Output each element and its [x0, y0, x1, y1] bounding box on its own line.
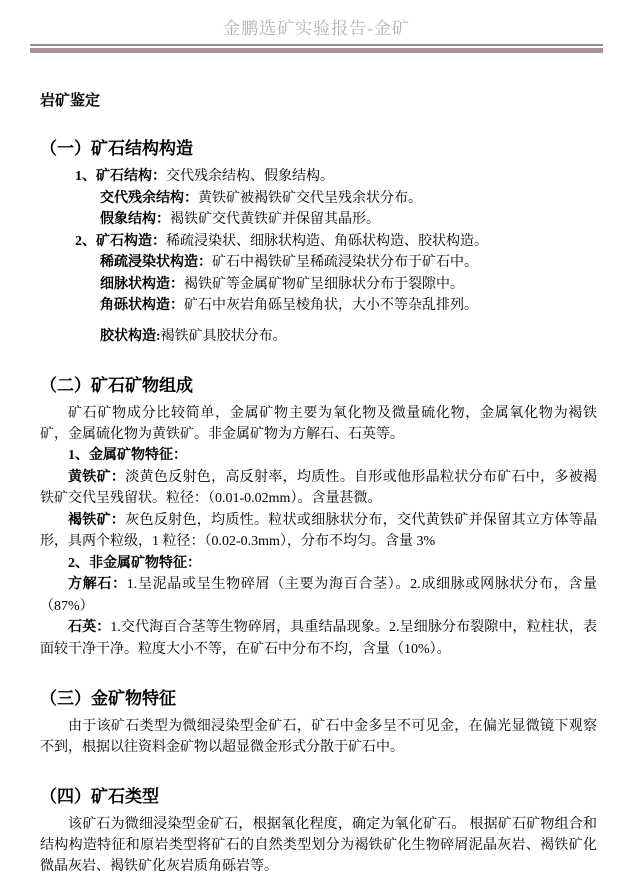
- list-item: [40, 231, 597, 253]
- section-3-heading: （三）金矿物特征: [40, 689, 176, 708]
- item-text: 稀疏浸染状、细脉状构造、角砾状构造、胶状构造。: [166, 233, 488, 249]
- header-rule: [30, 44, 603, 53]
- list-item: [40, 166, 597, 188]
- limonite-label: 褐铁矿：: [68, 512, 126, 528]
- item-label: 2、矿石构造：: [75, 233, 166, 249]
- item-label: 1、矿石结构：: [75, 169, 166, 184]
- calcite-text: 1.呈泥晶或呈生物碎屑（主要为海百合茎）。2.成细脉或网脉状分布，含量（87%）: [40, 577, 598, 614]
- report-title: 金鹏选矿实验报告-金矿: [223, 19, 410, 38]
- item-label: 交代残余结构：: [100, 190, 198, 206]
- page-header: [0, 0, 633, 53]
- list-item: [40, 295, 597, 317]
- header-rule-thick: [30, 48, 603, 53]
- metal-minerals-subheading: 1、金属矿物特征：: [68, 448, 187, 463]
- section-4-heading: （四）矿石类型: [40, 787, 159, 806]
- document-body: [0, 89, 633, 877]
- item-text: 褐铁矿交代黄铁矿并保留其晶形。: [170, 212, 380, 227]
- item-label: 角砾状构造：: [100, 298, 184, 313]
- item-text: 褐铁矿具胶状分布。: [160, 328, 287, 344]
- list-item: [40, 274, 597, 296]
- item-label: 细脉状构造：: [100, 276, 184, 292]
- pyrite-paragraph: [40, 467, 597, 510]
- item-label: 稀疏浸染状构造：: [100, 255, 212, 270]
- quartz-text: 1.交代海百合茎等生物碎屑，具重结晶现象。2.呈细脉分布裂隙中，粒柱状，表面较干净干净。粒度大小不等，在矿石中分布不均，含量（10%）。: [40, 620, 598, 657]
- limonite-paragraph: [40, 510, 597, 553]
- list-item: [40, 252, 597, 274]
- item-text: 黄铁矿被褐铁矿交代呈残余状分布。: [198, 190, 422, 206]
- list-item: [40, 209, 597, 231]
- calcite-label: 方解石：: [68, 577, 127, 592]
- section-4-paragraph: 该矿石为微细浸染型金矿石，根据氧化程度，确定为氧化矿石。 根据矿石矿物组合和结构构造特征和原岩类型将矿石的自然类型划分为褐铁矿化生物碎屑泥晶灰岩、褐铁矿化微晶灰岩、褐铁矿化灰岩质角砾岩等。: [40, 817, 597, 874]
- pyrite-label: 黄铁矿：: [68, 469, 126, 485]
- item-text: 矿石中灰岩角砾呈棱角状，大小不等杂乱排列。: [184, 298, 478, 313]
- calcite-paragraph: [40, 574, 597, 617]
- nonmetal-minerals-subheading: 2、非金属矿物特征：: [68, 555, 201, 571]
- item-label: 胶状构造:: [100, 328, 161, 344]
- quartz-paragraph: [40, 617, 597, 660]
- section-2-intro: 矿石矿物成分比较简单，金属矿物主要为氧化物及微量硫化物，金属氧化物为褐铁矿，金属硫化物为黄铁矿。非金属矿物为方解石、石英等。: [40, 406, 597, 442]
- item-text: 矿石中褐铁矿呈稀疏浸染状分布于矿石中。: [212, 255, 478, 270]
- list-item: [40, 326, 597, 348]
- section-3-paragraph: 由于该矿石类型为微细浸染型金矿石，矿石中金多呈不可见金，在偏光显微镜下观察不到，根据以往资料金矿物以超显微金形式分散于矿石中。: [40, 719, 597, 755]
- item-label: 假象结构：: [100, 212, 170, 227]
- item-text: 褐铁矿等金属矿物矿呈细脉状分布于裂隙中。: [184, 276, 464, 292]
- limonite-text: 灰色反射色，均质性。粒状或细脉状分布，交代黄铁矿并保留其立方体等晶形，具两个粒级，1 粒径：（0.02-0.3mm），分布不均匀。含量 3%: [40, 512, 598, 549]
- section-1-heading: （一）矿石结构构造: [40, 139, 193, 158]
- quartz-label: 石英：: [68, 620, 111, 635]
- section-2-heading: （二）矿石矿物组成: [40, 376, 193, 395]
- list-item: [40, 188, 597, 210]
- pyrite-text: 淡黄色反射色，高反射率，均质性。自形或他形晶粒状分布矿石中，多被褐铁矿交代呈残留状。粒径：（0.01-0.02mm）。含量甚微。: [40, 469, 598, 506]
- doc-title: 岩矿鉴定: [40, 93, 101, 109]
- item-text: 交代残余结构、假象结构。: [166, 169, 334, 184]
